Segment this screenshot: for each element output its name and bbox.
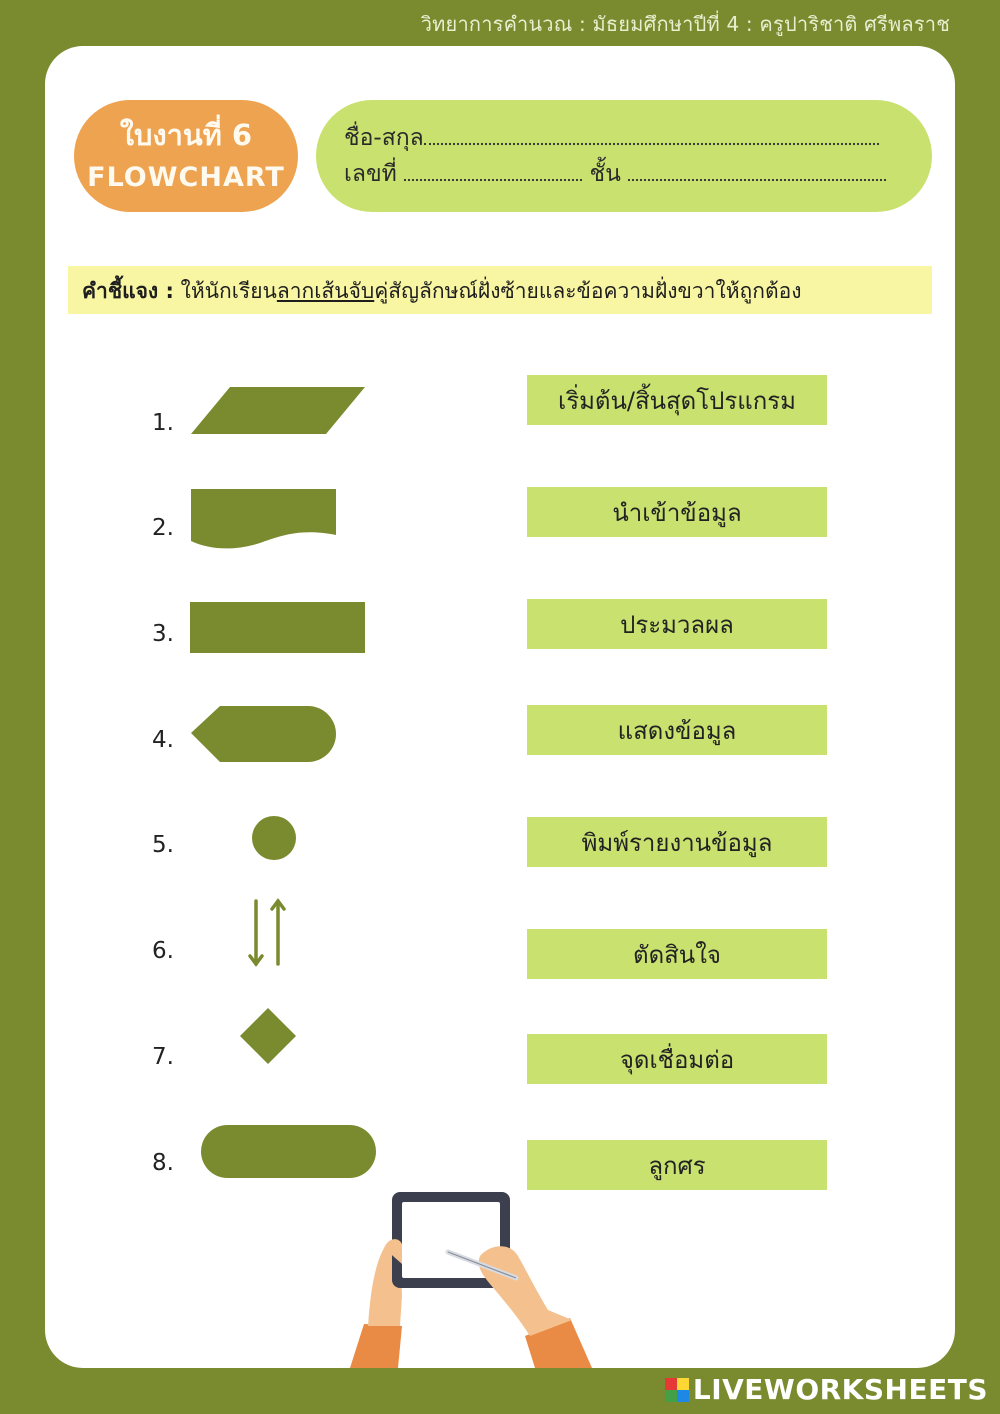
instruction-bar [68,266,932,314]
tablet-illustration [340,1186,600,1368]
document-icon[interactable] [190,488,338,552]
answer-box-2[interactable]: นำเข้าข้อมูล [527,487,827,537]
name-label: ชื่อ-สกุล [344,125,424,151]
rectangle-icon[interactable] [190,602,366,654]
item-number-7: 7. [152,1044,174,1070]
answer-box-4[interactable]: แสดงข้อมูล [527,705,827,755]
watermark-text: LIVEWORKSHEETS [692,1373,988,1406]
item-number-4: 4. [152,727,174,753]
decision-diamond-icon[interactable] [238,1007,298,1065]
subject-header: วิทยาการคำนวณ : มัธยมศึกษาปีที่ 4 : ครูปาริชาติ ศรีพลราช [420,12,950,36]
class-field[interactable] [628,159,886,181]
class-label: ชั้น [589,161,621,187]
name-field[interactable] [424,123,879,145]
liveworksheets-watermark [665,1373,988,1406]
terminator-icon[interactable] [200,1124,378,1180]
answer-box-8[interactable]: ลูกศร [527,1140,827,1190]
liveworksheets-logo-icon [665,1378,689,1402]
item-number-5: 5. [152,832,174,858]
instruction-label: คำชี้แจง : [82,279,174,303]
item-number-2: 2. [152,515,174,541]
worksheet-topic-title: FLOWCHART [87,162,285,193]
item-number-6: 6. [152,938,174,964]
worksheet-number-title: ใบงานที่ 6 [119,118,253,152]
item-number-8: 8. [152,1150,174,1176]
number-label: เลขที่ [344,161,397,187]
instruction-text-after: คู่สัญลักษณ์ฝั่งซ้ายและข้อความฝั่งขวาให้ถูกต้อง [374,279,802,303]
answer-box-7[interactable]: จุดเชื่อมต่อ [527,1034,827,1084]
item-number-1: 1. [152,410,174,436]
student-info-box [316,100,932,212]
answer-box-3[interactable]: ประมวลผล [527,599,827,649]
answer-box-1[interactable]: เริ่มต้น/สิ้นสุดโปรแกรม [527,375,827,425]
instruction-text-before: ให้นักเรียน [173,279,277,303]
answer-box-6[interactable]: ตัดสินใจ [527,929,827,979]
display-icon[interactable] [190,705,338,763]
connector-circle-icon[interactable] [251,815,297,861]
answer-box-5[interactable]: พิมพ์รายงานข้อมูล [527,817,827,867]
number-field[interactable] [404,159,582,181]
flow-arrows-icon[interactable] [243,896,289,970]
item-number-3: 3. [152,621,174,647]
parallelogram-icon[interactable] [190,386,366,436]
title-badge [74,100,298,212]
instruction-text-underlined: ลากเส้นจับ [276,279,375,303]
